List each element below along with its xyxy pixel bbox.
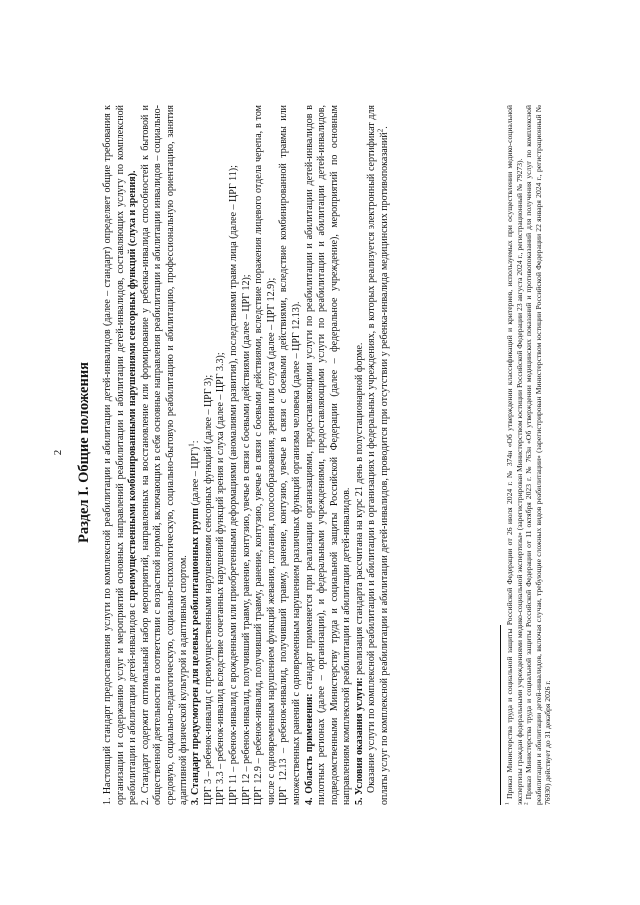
crg-11-item: ЦРГ 11 – ребенок-инвалид с врожденными или приобретенными деформациями (аномалиями развития), последствиями травм лица (далее – ЦРГ 11);	[227, 165, 239, 805]
document-body	[102, 105, 392, 805]
section-title: Раздел I. Общие положения	[76, 361, 92, 544]
paragraph-4: 4. Область применения: стандарт применяется при реализации организациями, предоставляющими услуги по реабилитации и абилитации детей-инвалидов в пилотных регионах (далее – организации), и федеральными учреждениями, предоставляющими услуги по реабилитации и абилитации детей-инвалидов, подведомственными Министерству труда и социальной защиты Российской Федерации (далее – федеральное учреждение), мероприятий по основным направлениям комплексной реабилитации и абилитации детей-инвалидов.	[303, 104, 353, 805]
crg-12-9-item: ЦРГ 12.9 – ребенок-инвалид, получивший травму, ранение, контузию, увечье в связи с боевыми действиями, вследствие поражения лицевого отдела черепа, в том числе с одновременным нарушением функций жевания, глотания, голосообразования, зрения или слуха (далее – ЦРГ 12.9);	[253, 105, 277, 805]
crg-3-item: ЦРГ 3 – ребенок-инвалид с преимущественными нарушениями сенсорных функций (далее – ЦРГ 3);	[202, 374, 214, 805]
footnotes	[505, 105, 553, 805]
crg-12-13-item: ЦРГ 12.13 – ребенок-инвалид, получивший травму, ранение, контузию, увечье в связи с боевыми действиями, вследствие комбинированной травмы или множественных ранений с одновременным нарушением различных функций организма человека (далее – ЦРГ 12.13).	[278, 105, 302, 805]
paragraph-5: 5. Условия оказания услуги: реализация стандарта рассчитана на курс 21 день в полустационарной форме.	[353, 342, 365, 805]
paragraph-6: Оказание услуги по комплексной реабилитации и абилитации в организациях и федеральных учреждениях, в которых реализуется электронный сертификат для оплаты услуг по комплексной реабилитации и абилитации детей-инвалидов, проводится при отсутствии у ребенка-инвалида медицинских противопоказаний$^2$.	[366, 105, 391, 805]
footnote-2: $^2$ Приказ Министерства труда и социальной защиты Российской Федерации от 11 октября 2023 г. № 763н «Об утверждении медицинских показаний и противопоказаний для получения услуг по комплексной реабилитации и абилитации детей-инвалидов, включая случаи, требующие сложных видов реабилитации» (зарегистрирован Министерством юстиции Российской Федерации 22 января 2024 г., регистрационный № 76930) действует до 31 декабря 2026 г.	[523, 105, 553, 805]
crg-3-3-item: ЦРГ 3.3 – ребенок-инвалид вследствие сочетанных нарушений функций зрения и слуха (далее – ЦРГ 3.3);	[215, 352, 227, 805]
footnote-ref-2: 2	[376, 128, 385, 133]
paragraph-1: 1. Настоящий стандарт предоставления услуги по комплексной реабилитации и абилитации детей-инвалидов (далее – стандарт) определяет общие требования к организации и содержанию услуг и мероприятий основных направлений реабилитации и абилитации детей-инвалидов, составляющих услугу по комплексной реабилитации и абилитации детей-инвалидов с преимущественными комбинированными нарушениями сенсорных функций (слуха и зрения).	[102, 105, 139, 805]
footnote-1: $^1$ Приказ Министерства труда и социальной защиты Российской Федерации от 26 июля 2024 г. № 374н «Об утверждении классификаций и критериев, используемых при осуществлении медико-социальной экспертизы граждан федеральными учреждениями медико-социальной экспертизы» (зарегистрирован Министерством юстиции Российской Федерации 23 августа 2024 г., регистрационный № 79273).	[504, 105, 524, 805]
crg-12-item: ЦРГ 12 – ребенок-инвалид, получивший травму, ранение, контузию, увечье в связи с боевыми действиями (далее – ЦРГ 12);	[240, 274, 252, 805]
footnote-separator	[500, 625, 501, 805]
footnote-ref-1: 1	[187, 443, 196, 447]
page-number: 2	[52, 449, 64, 456]
paragraph-2: 2. Стандарт содержит оптимальный набор мероприятий, направленных на восстановление или формирование у ребенка-инвалида способностей к бытовой и общественной деятельности в соответствии с возрастной нормой, включающих в себя основные направления реабилитации и абилитации инвалидов – социально-средовую, социально-педагогическую, социально-психологическую, социально-бытовую реабилитацию и абилитацию, профессиональную ориентацию, занятия адаптивной физической культурой и адаптивным спортом.	[139, 105, 189, 805]
paragraph-3: 3. Стандарт предусмотрен для целевых реабилитационных групп (далее – ЦРГ)$^1$:	[187, 440, 202, 805]
